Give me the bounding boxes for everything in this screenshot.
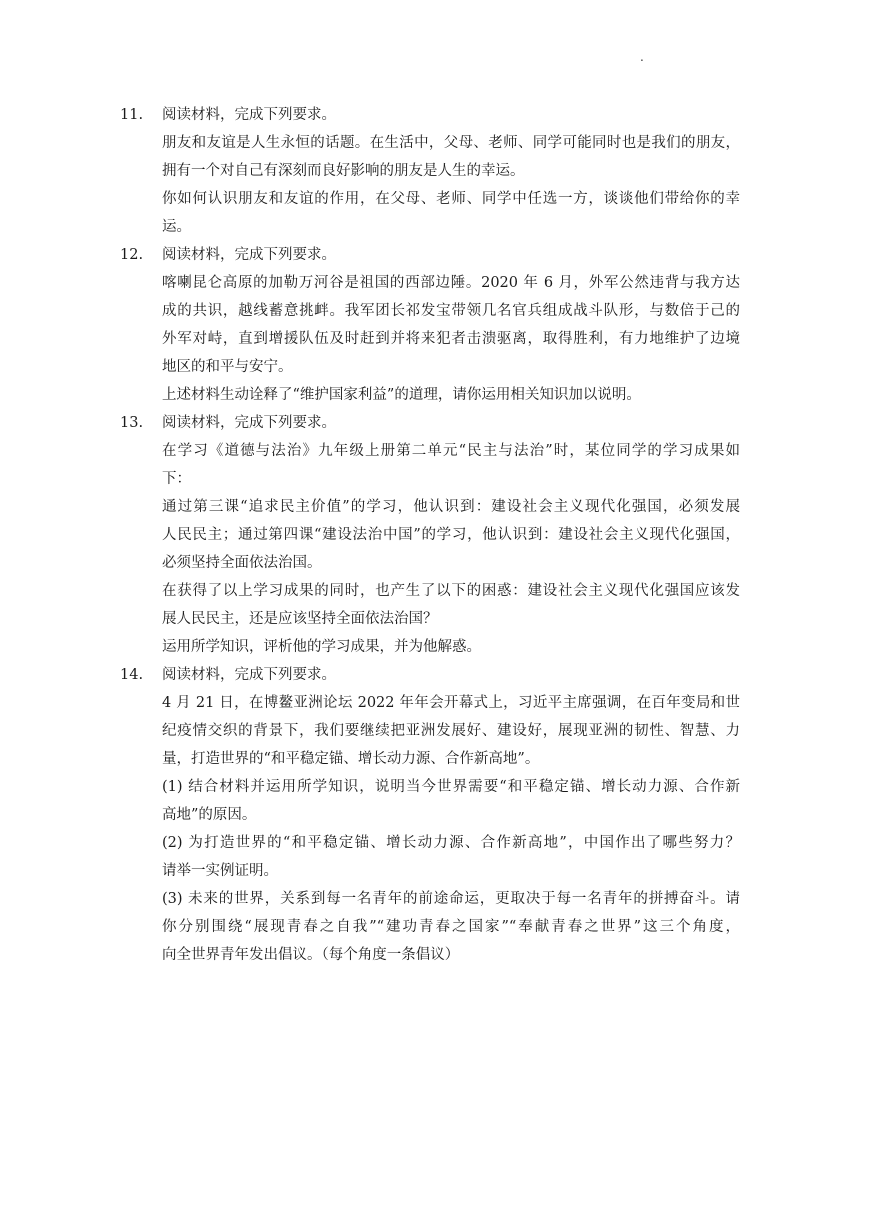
question-line: 请举一实例证明。	[162, 863, 278, 879]
question-line: 在获得了以上学习成果的同时，也产生了以下的困惑：建设社会主义现代化强国应该发	[162, 583, 740, 599]
question-number: 11.	[120, 107, 144, 123]
question-line: 向全世界青年发出倡议。（每个角度一条倡议）	[162, 947, 460, 963]
question-title: 阅读材料，完成下列要求。	[162, 415, 336, 431]
page-mark: .	[640, 50, 644, 64]
question-line: 运用所学知识，评析他的学习成果，并为他解惑。	[162, 639, 481, 655]
question-line: 必须坚持全面依法治国。	[162, 555, 322, 571]
question-line: 外军对峙，直到增援队伍及时赶到并将来犯者击溃驱离，取得胜利，有力地维护了边境	[162, 331, 740, 347]
question-line: 成的共识，越线蓄意挑衅。我军团长祁发宝带领几名官兵组成战斗队形，与数倍于己的	[162, 303, 740, 319]
question-line: 上述材料生动诠释了“维护国家利益”的道理，请你运用相关知识加以说明。	[162, 387, 641, 403]
question-line: 展人民民主，还是应该坚持全面依法治国？	[162, 611, 438, 627]
question-line: 运。	[162, 219, 191, 235]
question-line: 下：	[162, 471, 191, 487]
question-line: 朋友和友谊是人生永恒的话题。在生活中，父母、老师、同学可能同时也是我们的朋友，	[162, 135, 740, 151]
question-line: 地区的和平与安宁。	[162, 359, 293, 375]
question-title: 阅读材料，完成下列要求。	[162, 247, 336, 263]
question-12	[120, 241, 740, 409]
question-header	[120, 101, 740, 129]
question-line: 量，打造世界的“和平稳定锚、增长动力源、合作新高地”。	[162, 751, 540, 767]
question-list	[120, 101, 740, 969]
question-line: 人民民主；通过第四课“建设法治中国”的学习，他认识到：建设社会主义现代化强国，	[162, 527, 740, 543]
question-header	[120, 661, 740, 689]
question-number: 13.	[120, 415, 144, 431]
question-line: 在学习《道德与法治》九年级上册第二单元“民主与法治”时，某位同学的学习成果如	[162, 443, 740, 459]
question-11	[120, 101, 740, 241]
question-header	[120, 241, 740, 269]
question-line: 高地”的原因。	[162, 807, 257, 823]
question-line: 你分别围绕“展现青春之自我”“建功青春之国家”“奉献青春之世界”这三个角度，	[162, 919, 740, 935]
question-line: 纪疫情交织的背景下，我们要继续把亚洲发展好、建设好，展现亚洲的韧性、智慧、力	[162, 723, 740, 739]
question-title: 阅读材料，完成下列要求。	[162, 107, 336, 123]
question-line: 你如何认识朋友和友谊的作用，在父母、老师、同学中任选一方，谈谈他们带给你的幸	[162, 191, 740, 207]
question-14	[120, 661, 740, 969]
question-line: 拥有一个对自己有深刻而良好影响的朋友是人生的幸运。	[162, 163, 525, 179]
question-line: 通过第三课“追求民主价值”的学习，他认识到：建设社会主义现代化强国，必须发展	[162, 499, 740, 515]
question-title: 阅读材料，完成下列要求。	[162, 667, 336, 683]
question-line: 4 月 21 日，在博鳌亚洲论坛 2022 年年会开幕式上，习近平主席强调，在百年变局和世	[162, 695, 740, 711]
question-line: (3) 未来的世界，关系到每一名青年的前途命运，更取决于每一名青年的拼搏奋斗。请	[162, 891, 740, 907]
question-line: 喀喇昆仑高原的加勒万河谷是祖国的西部边陲。2020 年 6 月，外军公然违背与我方达	[162, 275, 740, 291]
question-number: 14.	[120, 667, 144, 683]
question-line: (2) 为打造世界的“和平稳定锚、增长动力源、合作新高地”，中国作出了哪些努力？	[162, 835, 740, 851]
question-line: (1) 结合材料并运用所学知识，说明当今世界需要“和平稳定锚、增长动力源、合作新	[162, 779, 740, 795]
question-13	[120, 409, 740, 661]
question-header	[120, 409, 740, 437]
question-number: 12.	[120, 247, 144, 263]
